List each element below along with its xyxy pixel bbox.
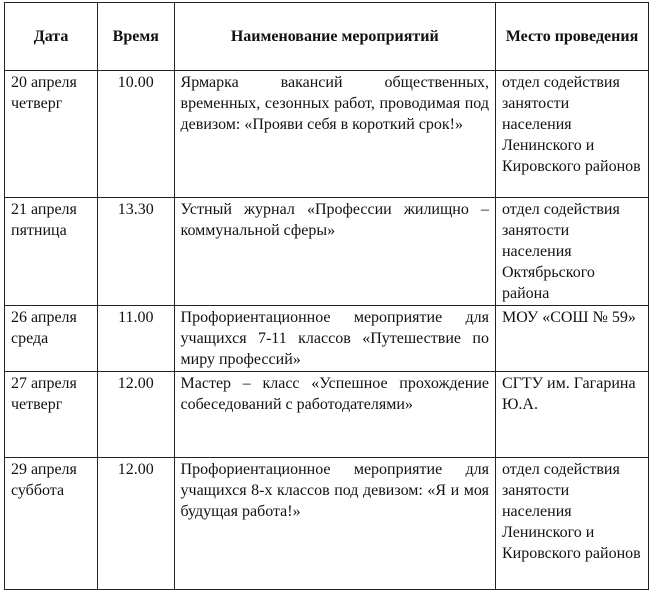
- header-date: Дата: [5, 3, 98, 71]
- weekday-text: пятница: [11, 222, 67, 240]
- event-cell: Профориентационное мероприятие для учащихся 8-х классов под девизом: «Я и моя будущая работа!»: [174, 457, 495, 589]
- time-cell: 12.00: [98, 457, 174, 589]
- time-cell: 13.30: [98, 198, 174, 306]
- event-cell: Ярмарка вакансий общественных, временных, сезонных работ, проводимая под девизом: «Прояви себя в короткий срок!»: [174, 71, 495, 198]
- table-header-row: [5, 3, 649, 71]
- date-text: 26 апреля: [11, 309, 77, 327]
- table-row: [5, 457, 649, 589]
- events-schedule-table: [4, 2, 649, 590]
- date-text: 21 апреля: [11, 201, 77, 219]
- time-cell: 11.00: [98, 306, 174, 371]
- event-cell: Мастер – класс «Успешное прохождение собеседований с работодателями»: [174, 371, 495, 457]
- table-row: [5, 71, 649, 198]
- date-cell: [5, 457, 98, 589]
- place-cell: отдел содействия занятости населения Октябрьского района: [495, 198, 648, 306]
- table-row: [5, 306, 649, 371]
- header-time: Время: [98, 3, 174, 71]
- event-cell: Профориентационное мероприятие для учащихся 7-11 классов «Путешествие по миру профессий»: [174, 306, 495, 371]
- date-cell: [5, 71, 98, 198]
- weekday-text: четверг: [11, 395, 63, 413]
- time-cell: 12.00: [98, 371, 174, 457]
- weekday-text: суббота: [11, 481, 65, 499]
- place-cell: СГТУ им. Гагарина Ю.А.: [495, 371, 648, 457]
- place-cell: отдел содействия занятости населения Ленинского и Кировского районов: [495, 457, 648, 589]
- date-text: 20 апреля: [11, 74, 77, 92]
- date-text: 29 апреля: [11, 460, 77, 478]
- time-cell: 10.00: [98, 71, 174, 198]
- event-cell: Устный журнал «Профессии жилищно – коммунальной сферы»: [174, 198, 495, 306]
- weekday-text: среда: [11, 330, 49, 348]
- header-event: Наименование мероприятий: [174, 3, 495, 71]
- table-row: [5, 371, 649, 457]
- date-cell: [5, 371, 98, 457]
- header-place: Место проведения: [495, 3, 648, 71]
- date-text: 27 апреля: [11, 374, 77, 392]
- date-cell: [5, 198, 98, 306]
- place-cell: отдел содействия занятости населения Ленинского и Кировского районов: [495, 71, 648, 198]
- weekday-text: четверг: [11, 95, 63, 113]
- date-cell: [5, 306, 98, 371]
- table-row: [5, 198, 649, 306]
- place-cell: МОУ «СОШ № 59»: [495, 306, 648, 371]
